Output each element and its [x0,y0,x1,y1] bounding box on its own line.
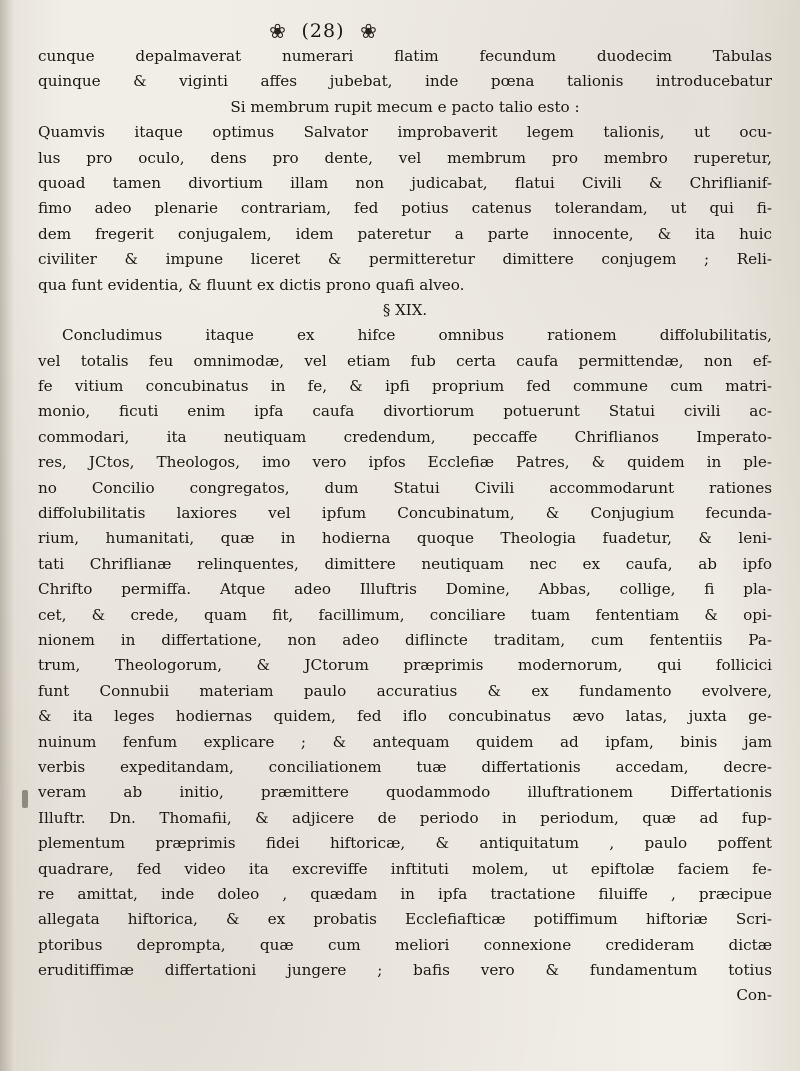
text-line: monio, ficuti enim ipfa caufa divortiorum potuerunt Statui civili ac- [38,402,772,421]
text-line: re amittat, inde doleo , quædam in ipfa tractatione filuiffe , præcipue [38,884,772,903]
text-line: quoad tamen divortium illam non judicabat, flatui Civili & Chriflianif- [38,173,772,192]
page-binding-shadow [0,0,14,1071]
text-line: tati Chriflianæ relinquentes, dimittere neutiquam nec ex caufa, ab ipfo [38,554,772,573]
text-line: nionem in differtatione, non adeo diflincte traditam, cum fententiis Pa- [38,630,772,649]
text-line: rium, humanitati, quæ in hodierna quoque Theologia fuadetur, & leni- [38,529,772,548]
text-line: Illuftr. Dn. Thomafii, & adjicere de periodo in periodum, quæ ad fup- [38,808,772,827]
text-line: nuinum fenfum explicare ; & antequam quidem ad ipfam, binis jam [38,732,772,751]
text-line: vel totalis feu omnimodæ, vel etiam fub certa caufa permittendæ, non ef- [38,351,772,370]
text-line: dem fregerit conjugalem, idem pateretur a parte innocente, & ita huic [38,224,772,243]
text-line: no Concilio congregatos, dum Statui Civili accommodarunt rationes [38,478,772,497]
text-line: allegata hiftorica, & ex probatis Ecclefiafticæ potiffimum hiftoriæ Scri- [38,910,772,929]
text-line: fe vitium concubinatus in fe, & ipfi proprium fed commune cum matri- [38,377,772,396]
printer-ornament-icon: ❀ [269,19,286,43]
text-line: quinque & viginti affes jubebat, inde pœna talionis introducebatur [38,72,772,91]
body-text [38,44,772,1009]
text-line: trum, Theologorum, & JCtorum præprimis modernorum, qui follicici [38,656,772,675]
text-line: & ita leges hodiernas quidem, fed iflo concubinatus ævo latas, juxta ge- [38,707,772,726]
text-line: diffolubilitatis laxiores vel ipfum Concubinatum, & Conjugium fecunda- [38,504,772,523]
page-stain [22,790,28,808]
text-line: Concludimus itaque ex hifce omnibus rationem diffolubilitatis, [62,326,772,345]
text-line: civiliter & impune liceret & permitteretur dimittere conjugem ; Reli- [38,250,772,269]
text-line: commodari, ita neutiquam credendum, peccaffe Chriflianos Imperato- [38,427,772,446]
text-line: quadrare, fed video ita excreviffe inftituti molem, ut epiftolæ faciem fe- [38,859,772,878]
text-line: lus pro oculo, dens pro dente, vel membrum pro membro ruperetur, [38,148,772,167]
text-line: eruditiffimæ differtationi jungere ; bafis vero & fundamentum totius [38,961,772,980]
text-line: veram ab initio, præmittere quodammodo illuftrationem Differtationis [38,783,772,802]
text-line: plementum præprimis fidei hiftoricæ, & antiquitatum , paulo poffent [38,834,772,853]
text-line: Quamvis itaque optimus Salvator improbaverit legem talionis, ut ocu- [38,123,772,142]
printer-ornament-icon: ❀ [360,19,377,43]
text-line: funt Connubii materiam paulo accuratius & ex fundamento evolvere, [38,681,772,700]
text-line: cet, & crede, quam fit, facillimum, conciliare tuam fententiam & opi- [38,605,772,624]
catchword: Con- [736,986,772,1005]
text-line: verbis expeditandam, conciliationem tuæ differtationis accedam, decre- [38,757,772,776]
page-header [228,18,418,44]
text-line: Chrifto permiffa. Atque adeo Illuftris Domine, Abbas, collige, fi pla- [38,580,772,599]
page-number: (28) [301,20,345,42]
text-line: fimo adeo plenarie contrariam, fed potius catenus tolerandam, ut qui fi- [38,199,772,218]
quotation-line: Si membrum rupit mecum e pacto talio esto : [230,97,580,116]
section-heading: § XIX. [382,300,428,319]
text-line: qua funt evidentia, & fluunt ex dictis prono quafi alveo. [38,275,465,294]
text-line: ptoribus deprompta, quæ cum meliori connexione credideram dictæ [38,935,772,954]
text-line: cunque depalmaverat numerari flatim fecundum duodecim Tabulas [38,47,772,65]
text-line: res, JCtos, Theologos, imo vero ipfos Ecclefiæ Patres, & quidem in ple- [38,453,772,472]
